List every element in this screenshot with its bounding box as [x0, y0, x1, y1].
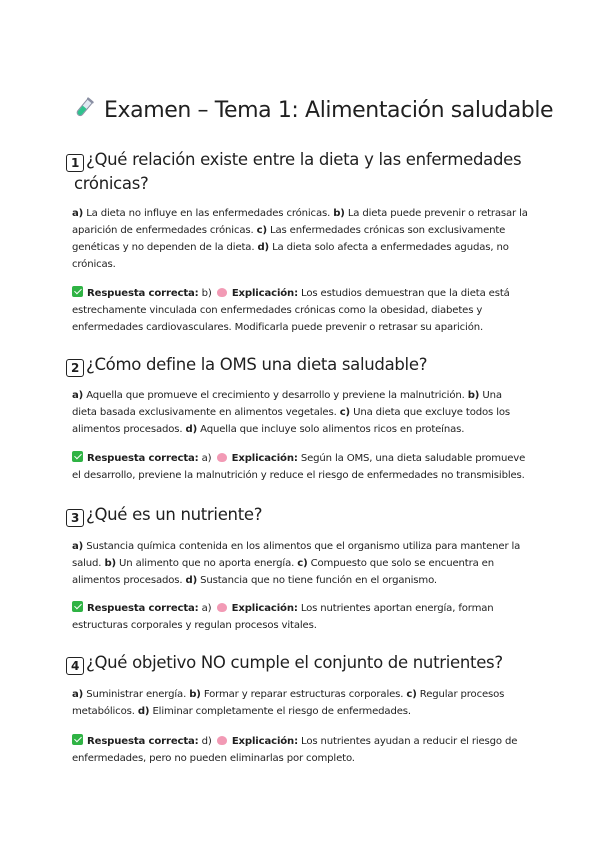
- check-mark-icon: [72, 734, 83, 745]
- page-title-text: Examen – Tema 1: Alimentación saludable: [104, 98, 554, 123]
- brain-icon: [217, 288, 227, 297]
- brain-icon: [217, 603, 227, 612]
- question-2-answer: Respuesta correcta: a) Explicación: Según la OMS, una dieta saludable promueve el desarrollo, previene la malnutrición y reduce el riesgo de enfermedades no transmisibles.: [72, 453, 526, 481]
- question-2-options: a) Aquella que promueve el crecimiento y desarrollo y previene la malnutrición. b) Una dieta basada exclusivamente en alimentos vegetales. c) Una dieta que excluye todos los alimentos procesados. d) Aquella que incluye solo alimentos ricos en proteínas.: [72, 390, 510, 435]
- page-title: [72, 96, 552, 126]
- question-1-text-cont: crónicas?: [74, 174, 149, 193]
- check-mark-icon: [72, 286, 83, 297]
- test-tube-icon: [72, 96, 98, 126]
- brain-icon: [217, 736, 227, 745]
- question-2-text: ¿Cómo define la OMS una dieta saludable?: [86, 355, 428, 374]
- brain-icon: [217, 453, 227, 462]
- question-1-options: a) La dieta no influye en las enfermedades crónicas. b) La dieta puede prevenir o retrasar la aparición de enfermedades crónicas. c) Las enfermedades crónicas son exclusivamente genéticas y no dependen de la dieta. d) La dieta solo afecta a enfermedades agudas, no crónicas.: [72, 208, 528, 270]
- check-mark-icon: [72, 451, 83, 462]
- question-4-text: ¿Qué objetivo NO cumple el conjunto de nutrientes?: [86, 653, 503, 672]
- question-1-answer: Respuesta correcta: b) Explicación: Los estudios demuestran que la dieta está estrechamente vinculada con enfermedades crónicas como la obesidad, diabetes y enfermedades cardiovasculares. Modificarla puede prevenir o retrasar su aparición.: [72, 288, 510, 333]
- question-2-heading: [66, 353, 536, 377]
- number-1-icon: 1: [66, 154, 84, 172]
- question-3-answer: Respuesta correcta: a) Explicación: Los nutrientes aportan energía, forman estructuras corporales y regulan procesos vitales.: [72, 603, 494, 631]
- question-3-options: a) Sustancia química contenida en los alimentos que el organismo utiliza para mantener la salud. b) Un alimento que no aporta energía. c) Compuesto que solo se encuentra en alimentos procesados. d) Sustancia que no tiene función en el organismo.: [72, 541, 521, 586]
- question-1-text: ¿Qué relación existe entre la dieta y las enfermedades: [86, 150, 522, 169]
- question-4-heading: [66, 651, 536, 675]
- number-3-icon: 3: [66, 509, 84, 527]
- question-3-text: ¿Qué es un nutriente?: [86, 505, 263, 524]
- question-4-options: a) Suministrar energía. b) Formar y reparar estructuras corporales. c) Regular procesos metabólicos. d) Eliminar completamente el riesgo de enfermedades.: [72, 689, 505, 717]
- check-mark-icon: [72, 601, 83, 612]
- question-3-heading: [66, 503, 536, 527]
- question-1-heading: [66, 148, 536, 195]
- number-2-icon: 2: [66, 359, 84, 377]
- question-4-answer: Respuesta correcta: d) Explicación: Los nutrientes ayudan a reducir el riesgo de enfermedades, pero no pueden eliminarlas por completo.: [72, 736, 518, 764]
- number-4-icon: 4: [66, 657, 84, 675]
